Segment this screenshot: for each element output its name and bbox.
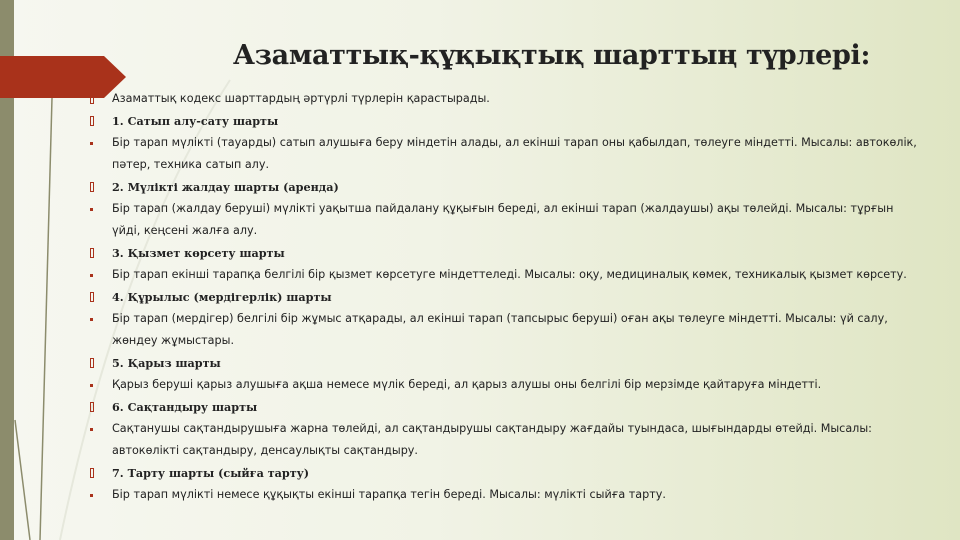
square-bullet-icon	[90, 418, 100, 440]
list-heading	[90, 396, 920, 418]
list-heading	[90, 176, 920, 198]
list-heading	[90, 462, 920, 484]
item-text: Бір тарап (мердігер) белгілі бір жұмыс атқарады, ал екінші тарап (тапсырыс беруші) оған ақы төлеуге міндетті. Мысалы: үй салу, жөндеу жұмыстары.	[112, 312, 888, 347]
list-heading	[90, 286, 920, 308]
item-text: 2. Мүлікті жалдау шарты (аренда)	[112, 180, 339, 194]
square-bullet-icon	[90, 132, 100, 154]
list-item	[90, 374, 920, 396]
list-item	[90, 418, 920, 462]
item-text: Қарыз беруші қарыз алушыға ақша немесе мүлік береді, ал қарыз алушы оны белгілі бір мерзімде қайтаруға міндетті.	[112, 378, 822, 391]
list-item	[90, 264, 920, 286]
list-heading	[90, 88, 920, 110]
square-bullet-icon	[90, 308, 100, 330]
item-text: Азаматтық кодекс шарттардың әртүрлі түрлерін қарастырады.	[112, 92, 490, 105]
item-text: 1. Сатып алу-сату шарты	[112, 114, 279, 128]
list-item	[90, 198, 920, 242]
bullet-list	[90, 88, 920, 506]
item-text: 3. Қызмет көрсету шарты	[112, 246, 285, 260]
item-text: 7. Тарту шарты (сыйға тарту)	[112, 466, 310, 480]
square-bullet-icon	[90, 264, 100, 286]
item-text: Бір тарап мүлікті немесе құқықты екінші тарапқа тегін береді. Мысалы: мүлікті сыйға тарту.	[112, 488, 666, 501]
item-text: Сақтанушы сақтандырушыға жарна төлейді, ал сақтандырушы сақтандыру жағдайы туындаса, шығындарды өтейді. Мысалы: автокөлікті сақтандыру, денсаулықты сақтандыру.	[112, 422, 872, 457]
item-text: Бір тарап екінші тарапқа белгілі бір қызмет көрсетуге міндеттеледі. Мысалы: оқу, медициналық көмек, техникалық қызмет көрсету.	[112, 268, 907, 281]
square-bullet-icon	[90, 484, 100, 506]
item-text: 4. Құрылыс (мердігерлік) шарты	[112, 290, 332, 304]
item-text: Бір тарап (жалдау беруші) мүлікті уақытша пайдалану құқығын береді, ал екінші тарап (жалдаушы) ақы төлейді. Мысалы: тұрғын үйді, кеңсені жалға алу.	[112, 202, 894, 237]
list-item	[90, 308, 920, 352]
item-text: 5. Қарыз шарты	[112, 356, 221, 370]
square-bullet-icon	[90, 374, 100, 396]
slide-title: Азаматтық-құқықтық шарттың түрлері:	[233, 40, 871, 71]
list-item	[90, 132, 920, 176]
list-heading	[90, 110, 920, 132]
item-text: Бір тарап мүлікті (тауарды) сатып алушыға беру міндетін алады, ал екінші тарап оны қабылдап, төлеуге міндетті. Мысалы: автокөлік, пәтер, техника сатып алу.	[112, 136, 917, 171]
item-text: 6. Сақтандыру шарты	[112, 400, 258, 414]
list-heading	[90, 242, 920, 264]
list-heading	[90, 352, 920, 374]
square-bullet-icon	[90, 198, 100, 220]
list-item	[90, 484, 920, 506]
